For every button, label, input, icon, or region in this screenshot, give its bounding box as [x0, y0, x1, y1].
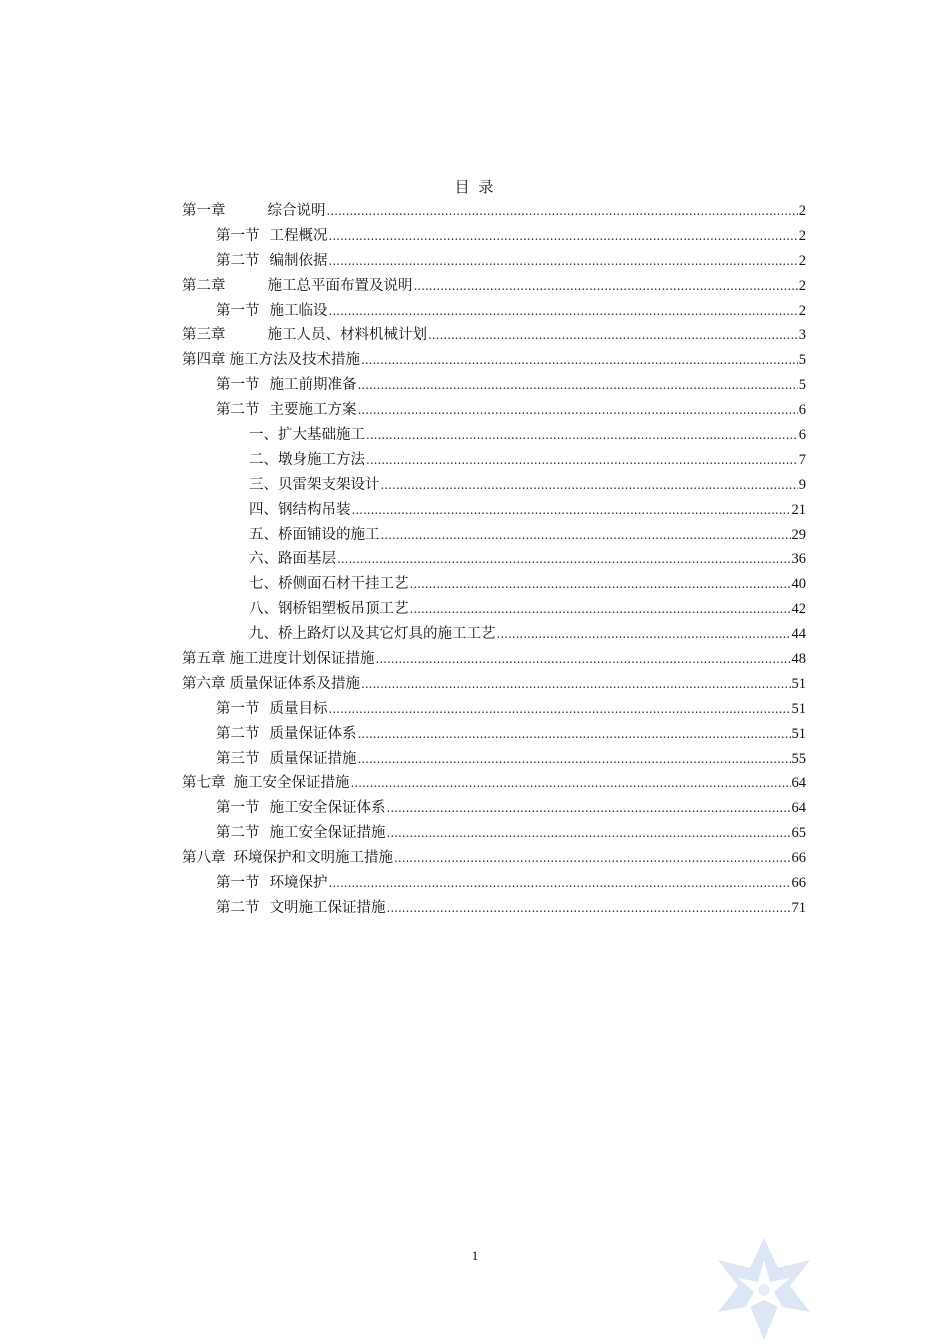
toc-dot-leader	[387, 796, 791, 821]
toc-entry[interactable]	[182, 523, 806, 548]
toc-entry-prefix: 第一节	[216, 800, 260, 817]
toc-entry[interactable]	[182, 323, 806, 348]
toc-dot-leader	[366, 423, 798, 448]
toc-entry[interactable]	[182, 672, 806, 697]
toc-dot-leader	[394, 846, 791, 871]
toc-entry-prefix: 第一节	[216, 875, 260, 892]
toc-entry[interactable]	[182, 249, 806, 274]
toc-entry-prefix: 第三章	[182, 327, 226, 344]
toc-entry-label	[249, 498, 351, 523]
toc-entry-label	[249, 547, 336, 572]
toc-entry-label	[249, 572, 409, 597]
toc-dot-leader	[361, 672, 791, 697]
toc-entry[interactable]	[182, 722, 806, 747]
toc-entry[interactable]	[182, 398, 806, 423]
toc-entry[interactable]	[182, 448, 806, 473]
toc-entry-label	[249, 622, 496, 647]
toc-entry-label	[216, 871, 328, 896]
toc-entry-label	[182, 323, 427, 348]
toc-entry[interactable]	[182, 373, 806, 398]
toc-entry-label	[182, 274, 413, 299]
toc-entry-page: 7	[798, 451, 806, 468]
toc-entry-text: 施工安全保证措施	[233, 775, 350, 792]
toc-entry-prefix: 七、	[249, 576, 278, 593]
toc-entry[interactable]	[182, 771, 806, 796]
toc-entry-label	[182, 771, 350, 796]
toc-entry-text: 综合说明	[267, 203, 326, 219]
toc-entry-text: 环境保护和文明施工措施	[233, 850, 393, 867]
toc-entry-label	[216, 796, 386, 821]
toc-entry-text: 钢桥铝塑板吊顶工艺	[278, 601, 409, 618]
toc-entry[interactable]	[182, 423, 806, 448]
toc-entry-prefix: 第四章	[182, 352, 226, 369]
toc-entry-text: 扩大基础施工	[278, 427, 365, 444]
toc-title: 目 录	[454, 178, 496, 196]
toc-dot-leader	[352, 498, 791, 523]
toc-entry-page: 48	[791, 651, 806, 668]
toc-entry[interactable]	[182, 498, 806, 523]
toc-dot-leader	[428, 323, 798, 348]
toc-entry[interactable]	[182, 821, 806, 846]
toc-entry[interactable]	[182, 647, 806, 672]
toc-dot-leader	[497, 622, 791, 647]
toc-entry-label	[182, 199, 326, 224]
toc-entry-prefix: 第二节	[216, 899, 260, 916]
toc-entry-text: 施工进度计划保证措施	[229, 651, 375, 668]
toc-entry[interactable]	[182, 274, 806, 299]
toc-entry-label	[249, 423, 365, 448]
toc-entry-page: 2	[798, 227, 806, 244]
toc-entry-prefix: 第六章	[182, 675, 226, 692]
toc-entry-page: 5	[798, 352, 806, 369]
toc-entry-text: 质量保证措施	[269, 750, 357, 767]
toc-entry-label	[249, 523, 380, 548]
toc-entry-page: 64	[791, 800, 806, 817]
toc-entry[interactable]	[182, 597, 806, 622]
toc-entry-page: 64	[791, 775, 806, 792]
toc-dot-leader	[414, 274, 798, 299]
toc-entry-label	[249, 473, 380, 498]
toc-dot-leader	[358, 398, 798, 423]
toc-entry-page: 6	[798, 402, 806, 419]
toc-entry-prefix: 第一节	[216, 227, 260, 244]
toc-entry-label	[216, 896, 386, 921]
toc-entry-text: 路面基层	[278, 551, 336, 568]
toc-entry-label	[182, 647, 375, 672]
snowflake-watermark-icon	[706, 1236, 822, 1344]
toc-entry-text: 钢结构吊装	[278, 501, 351, 518]
toc-entry-prefix: 第二节	[216, 825, 260, 842]
toc-entry-label	[216, 299, 328, 324]
toc-entry-page: 6	[798, 427, 806, 444]
toc-entry-prefix: 第五章	[182, 651, 226, 668]
toc-dot-leader	[337, 547, 791, 572]
toc-entry-text: 施工临设	[269, 302, 328, 319]
toc-entry-page: 66	[791, 875, 806, 892]
toc-dot-leader	[327, 199, 798, 224]
toc-entry[interactable]	[182, 473, 806, 498]
toc-dot-leader	[358, 373, 798, 398]
toc-entry-text: 质量保证体系	[269, 725, 357, 742]
page-number: 1	[471, 1248, 479, 1263]
toc-dot-leader	[358, 747, 791, 772]
toc-dot-leader	[387, 821, 791, 846]
toc-entry[interactable]	[182, 224, 806, 249]
toc-entry-text: 贝雷架支架设计	[278, 476, 380, 493]
toc-entry-text: 施工前期准备	[269, 377, 357, 394]
toc-dot-leader	[410, 597, 791, 622]
toc-entry-text: 工程概况	[269, 227, 328, 244]
toc-entry-prefix: 第二章	[182, 277, 226, 294]
toc-entry-page: 51	[791, 675, 806, 692]
toc-dot-leader	[351, 771, 791, 796]
toc-entry-page: 29	[791, 526, 806, 543]
toc-entry-text: 环境保护	[269, 875, 328, 892]
toc-entry-text: 编制依据	[269, 252, 328, 269]
toc-entry-prefix: 九、	[249, 626, 278, 643]
toc-entry-prefix: 八、	[249, 601, 278, 618]
toc-entry-text: 施工总平面布置及说明	[267, 277, 413, 294]
toc-entry-page: 44	[791, 626, 806, 643]
toc-entry[interactable]	[182, 747, 806, 772]
toc-entry-prefix: 第三节	[216, 750, 260, 767]
toc-entry-label	[182, 672, 360, 697]
toc-entry-prefix: 五、	[249, 526, 278, 543]
toc-dot-leader	[366, 448, 798, 473]
toc-entry-page: 42	[791, 601, 806, 618]
toc-entry-text: 质量目标	[269, 700, 328, 717]
toc-entry-text: 施工人员、材料机械计划	[267, 327, 427, 344]
toc-entry[interactable]	[182, 299, 806, 324]
toc-entry-label	[216, 747, 357, 772]
toc-entry-page: 36	[791, 551, 806, 568]
toc-dot-leader	[329, 697, 791, 722]
toc-entry-label	[216, 722, 357, 747]
toc-entry-prefix: 第二节	[216, 725, 260, 742]
toc-entry-label	[182, 846, 393, 871]
toc-entry-prefix: 第一节	[216, 377, 260, 394]
toc-entry-prefix: 第一节	[216, 700, 260, 717]
toc-entry-prefix: 第七章	[182, 775, 226, 792]
toc-entry-label	[216, 697, 328, 722]
toc-entry-label	[216, 373, 357, 398]
toc-entry-text: 质量保证体系及措施	[229, 675, 360, 692]
toc-entry-prefix: 四、	[249, 501, 278, 518]
toc-entry-text: 施工安全保证体系	[269, 800, 386, 817]
toc-entry[interactable]	[182, 348, 806, 373]
toc-entry-page: 65	[791, 825, 806, 842]
toc-entry-page: 71	[791, 899, 806, 916]
toc-dot-leader	[358, 722, 791, 747]
toc-entry-prefix: 第二节	[216, 402, 260, 419]
toc-dot-leader	[329, 249, 798, 274]
toc-entry-page: 9	[798, 476, 806, 493]
toc-entry[interactable]	[182, 697, 806, 722]
toc-entry-label	[216, 398, 357, 423]
toc-entry-prefix: 二、	[249, 451, 278, 468]
toc-entry-text: 主要施工方案	[269, 402, 357, 419]
toc-entry-label	[249, 448, 365, 473]
toc-entry[interactable]	[182, 547, 806, 572]
toc-entry-label	[249, 597, 409, 622]
toc-entry-label	[216, 249, 328, 274]
toc-entry[interactable]	[182, 199, 806, 224]
toc-entry-page: 2	[798, 252, 806, 269]
toc-entry-page: 66	[791, 850, 806, 867]
toc-entry[interactable]	[182, 796, 806, 821]
toc-entry-text: 施工方法及技术措施	[229, 352, 360, 369]
toc-entry[interactable]	[182, 871, 806, 896]
toc-entry-page: 3	[798, 327, 806, 344]
toc-dot-leader	[410, 572, 791, 597]
toc-entry[interactable]	[182, 896, 806, 921]
toc-dot-leader	[387, 896, 791, 921]
toc-entry-prefix: 第一节	[216, 302, 260, 319]
toc-entry-label	[216, 224, 328, 249]
toc-entry-page: 2	[798, 277, 806, 294]
toc-dot-leader	[361, 348, 798, 373]
toc-entry-page: 40	[791, 576, 806, 593]
toc-entry-text: 施工安全保证措施	[269, 825, 386, 842]
toc-entry-prefix: 三、	[249, 476, 278, 493]
toc-entry-page: 21	[791, 501, 806, 518]
toc-entry-text: 墩身施工方法	[278, 451, 365, 468]
toc-entry-text: 桥上路灯以及其它灯具的施工工艺	[278, 626, 496, 643]
toc-entry-page: 51	[791, 725, 806, 742]
toc-dot-leader	[381, 473, 798, 498]
toc-dot-leader	[376, 647, 791, 672]
toc-entry-text: 桥面铺设的施工	[278, 526, 380, 543]
toc-entry-page: 51	[791, 700, 806, 717]
toc-entry-prefix: 一、	[249, 427, 278, 444]
toc-entry-label	[216, 821, 386, 846]
toc-entry-prefix: 第二节	[216, 252, 260, 269]
toc-entry-page: 2	[798, 302, 806, 319]
toc-entry[interactable]	[182, 622, 806, 647]
toc-entry-page: 2	[798, 203, 806, 219]
toc-entry-text: 桥侧面石材干挂工艺	[278, 576, 409, 593]
toc-entry-label	[182, 348, 360, 373]
toc-dot-leader	[329, 224, 798, 249]
toc-entry-prefix: 六、	[249, 551, 278, 568]
table-of-contents	[182, 199, 806, 921]
toc-entry-page: 55	[791, 750, 806, 767]
toc-entry-text: 文明施工保证措施	[269, 899, 386, 916]
toc-dot-leader	[329, 871, 791, 896]
toc-dot-leader	[381, 523, 791, 548]
toc-entry[interactable]	[182, 846, 806, 871]
toc-dot-leader	[329, 299, 798, 324]
toc-entry-prefix: 第一章	[182, 203, 226, 219]
toc-entry[interactable]	[182, 572, 806, 597]
toc-entry-prefix: 第八章	[182, 850, 226, 867]
toc-entry-page: 5	[798, 377, 806, 394]
